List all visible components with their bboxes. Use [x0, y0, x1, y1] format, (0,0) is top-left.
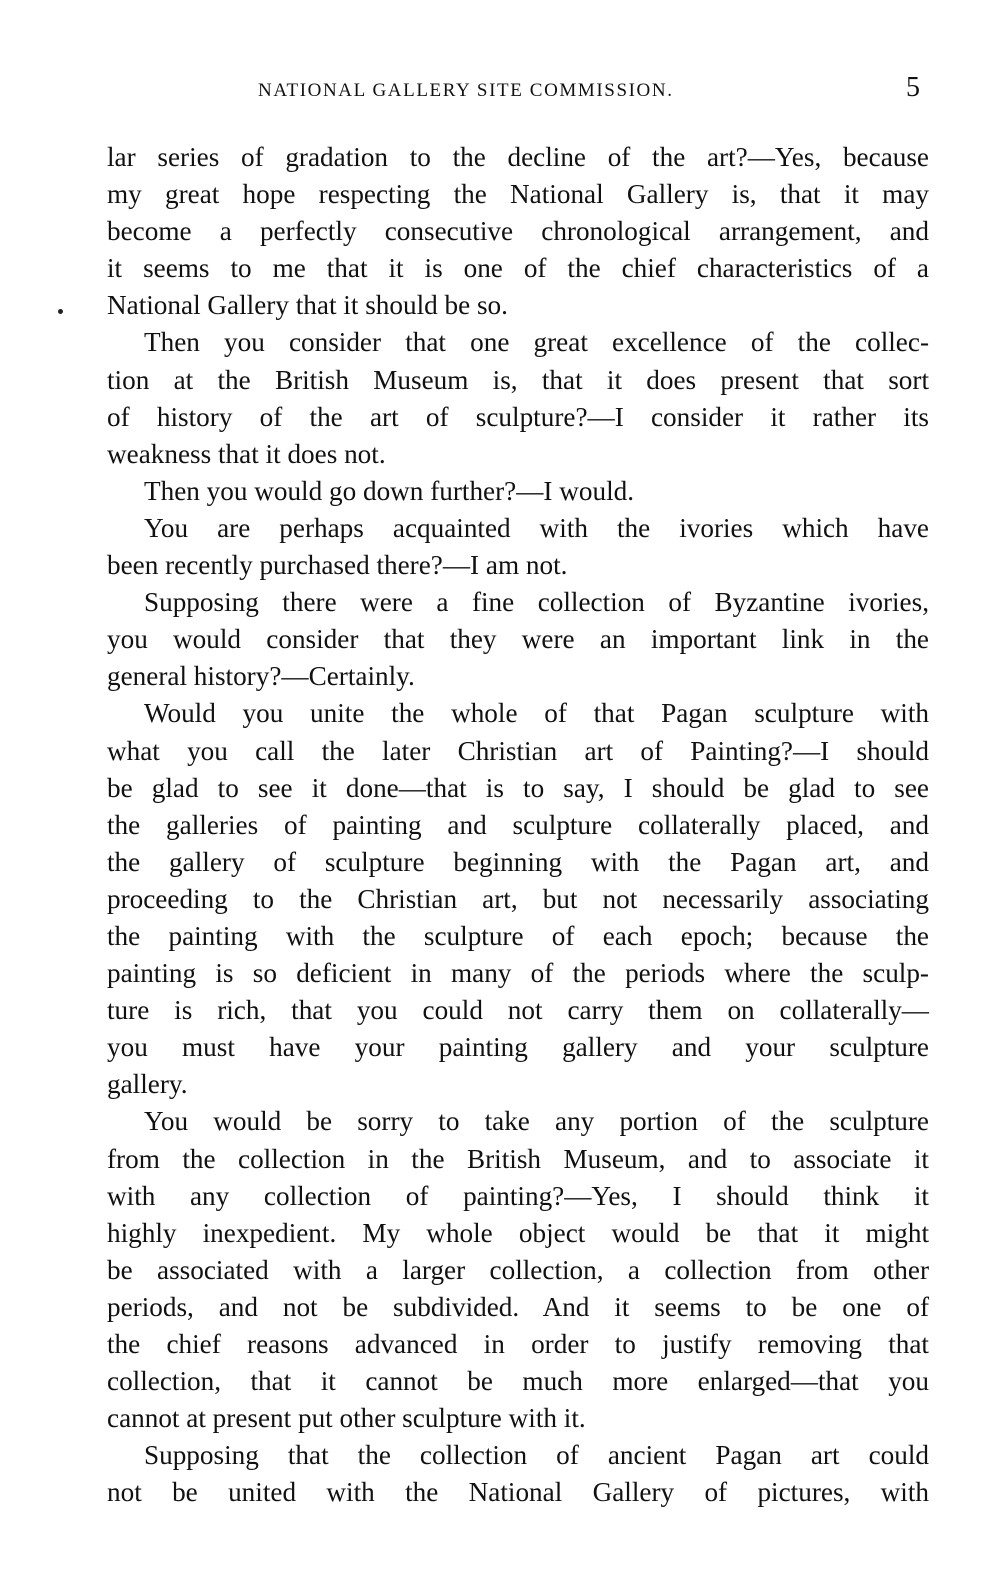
- text-line: the gallery of sculpture beginning with the Pagan art, and: [107, 846, 929, 877]
- text-line: Supposing that the collection of ancient Pagan art could: [144, 1440, 929, 1471]
- text-line: tion at the British Museum is, that it does present that sort: [107, 364, 929, 395]
- paragraph: [107, 473, 929, 510]
- text-line: become a perfectly consecutive chronological arrangement, and: [107, 216, 929, 247]
- text-line: general history?—Certainly.: [107, 661, 415, 692]
- page-number: 5: [906, 72, 920, 103]
- paragraph: [107, 584, 929, 695]
- text-line: the painting with the sculpture of each epoch; because the: [107, 920, 929, 951]
- text-line: it seems to me that it is one of the chief characteristics of a: [107, 253, 929, 284]
- paragraph: [107, 1437, 929, 1511]
- text-line: highly inexpedient. My whole object would be that it might: [107, 1217, 929, 1248]
- text-line: the chief reasons advanced in order to justify removing that: [107, 1329, 929, 1359]
- text-line: what you call the later Christian art of Painting?—I should: [107, 735, 929, 766]
- text-line: Then you consider that one great excellence of the collec-: [144, 327, 929, 358]
- text-line: been recently purchased there?—I am not.: [107, 550, 568, 581]
- text-line: You are perhaps acquainted with the ivories which have: [144, 512, 929, 543]
- text-line: gallery.: [107, 1069, 188, 1100]
- body-text: [107, 139, 929, 1511]
- text-line: be associated with a larger collection, a collection from other: [107, 1254, 929, 1285]
- text-line: ture is rich, that you could not carry them on collaterally—: [107, 995, 929, 1026]
- text-line: You would be sorry to take any portion of the sculpture: [144, 1106, 929, 1137]
- text-line: periods, and not be subdivided. And it seems to be one of: [107, 1291, 929, 1322]
- text-line: you would consider that they were an important link in the: [107, 624, 929, 655]
- text-line: Supposing there were a fine collection of Byzantine ivories,: [144, 587, 929, 618]
- paragraph: [107, 139, 929, 324]
- paragraph: [107, 510, 929, 584]
- paragraph: [107, 695, 929, 1103]
- text-line: National Gallery that it should be so.: [107, 290, 508, 321]
- margin-dot: [58, 309, 63, 314]
- text-line: of history of the art of sculpture?—I consider it rather its: [107, 401, 929, 432]
- running-title: NATIONAL GALLERY SITE COMMISSION.: [258, 80, 674, 101]
- text-line: you must have your painting gallery and your sculpture: [107, 1032, 929, 1063]
- text-line: with any collection of painting?—Yes, I should think it: [107, 1180, 929, 1211]
- paragraph: [107, 324, 929, 472]
- text-line: Would you unite the whole of that Pagan sculpture with: [144, 698, 929, 729]
- text-line: painting is so deficient in many of the periods where the sculp-: [107, 958, 929, 989]
- text-line: collection, that it cannot be much more enlarged—that you: [107, 1366, 929, 1397]
- text-line: proceeding to the Christian art, but not necessarily associating: [107, 883, 929, 914]
- text-line: lar series of gradation to the decline of the art?—Yes, because: [107, 142, 929, 172]
- text-line: the galleries of painting and sculpture collaterally placed, and: [107, 809, 929, 840]
- text-line: be glad to see it done—that is to say, I should be glad to see: [107, 772, 929, 803]
- paragraph: [107, 1103, 929, 1437]
- text-line: Then you would go down further?—I would.: [144, 475, 635, 506]
- running-head: [0, 72, 1000, 112]
- text-line: weakness that it does not.: [107, 438, 386, 469]
- text-line: my great hope respecting the National Gallery is, that it may: [107, 179, 929, 210]
- text-line: from the collection in the British Museum, and to associate it: [107, 1143, 929, 1174]
- text-line: cannot at present put other sculpture with it.: [107, 1403, 586, 1434]
- text-line: not be united with the National Gallery of pictures, with: [107, 1477, 929, 1508]
